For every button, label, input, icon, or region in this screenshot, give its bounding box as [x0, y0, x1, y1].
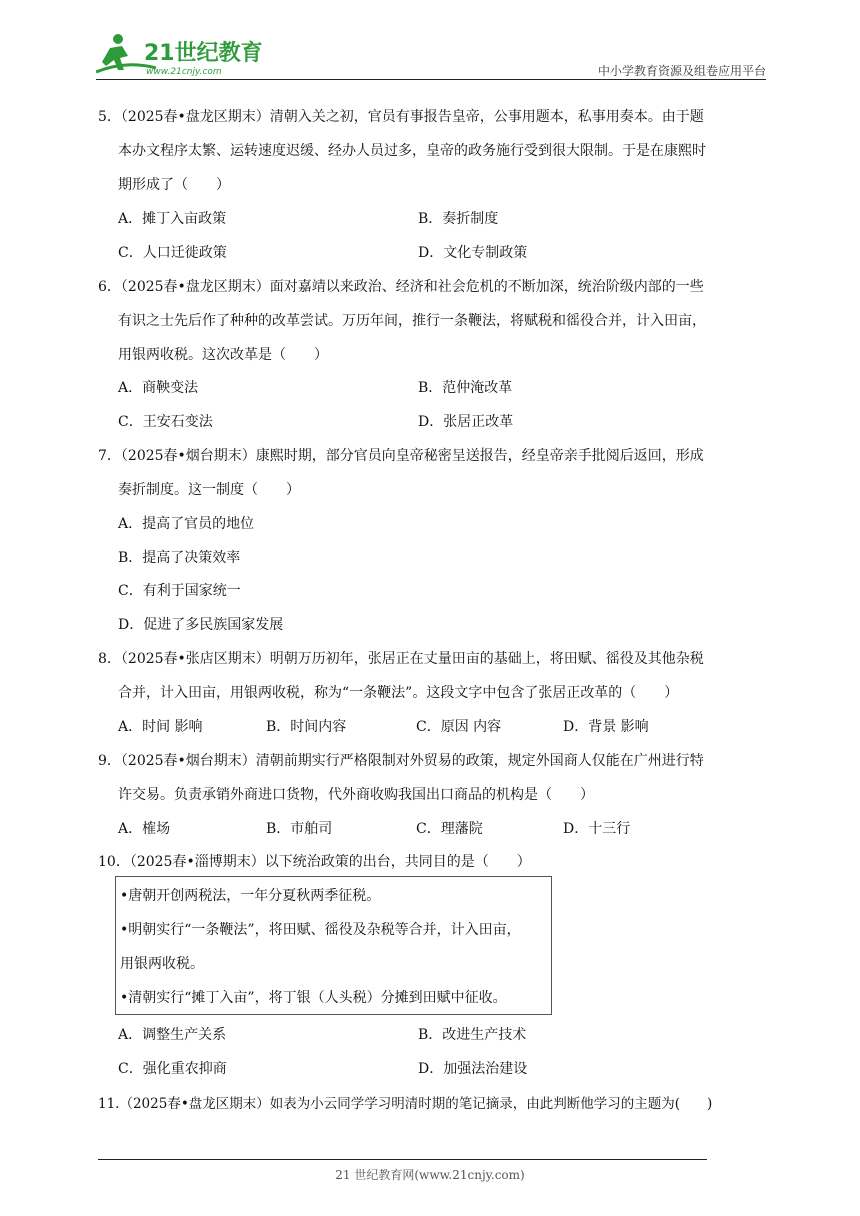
- q7-option-a[interactable]: A．提高了官员的地位: [118, 516, 255, 532]
- q8-line-1: 8．（2025春•张店区期末）明朝万历初年，张居正在丈量田亩的基础上，将田赋、徭役及其他杂税: [98, 651, 704, 667]
- q6-option-b[interactable]: B．范仲淹改革: [418, 380, 513, 396]
- q10-option-c[interactable]: C．强化重农抑商: [118, 1061, 227, 1077]
- q6-option-c[interactable]: C．王安石变法: [118, 414, 213, 430]
- q8-option-b[interactable]: B．时间内容: [266, 719, 347, 735]
- q9-option-c[interactable]: C．理藩院: [416, 821, 483, 837]
- q6-line-3: 用银两收税。这次改革是（ ）: [118, 347, 328, 363]
- q7-option-b[interactable]: B．提高了决策效率: [118, 550, 241, 566]
- svg-text:21世纪教育: 21世纪教育: [144, 41, 263, 66]
- q10-option-a[interactable]: A．调整生产关系: [118, 1027, 227, 1043]
- q9-option-a[interactable]: A．榷场: [118, 821, 171, 837]
- q10-material-box: [115, 876, 552, 1015]
- footer-text: 21 世纪教育网(www.21cnjy.com): [335, 1168, 525, 1182]
- q8-option-c[interactable]: C．原因 内容: [416, 719, 502, 735]
- q10-option-b[interactable]: B．改进生产技术: [418, 1027, 527, 1043]
- platform-label: 中小学教育资源及组卷应用平台: [597, 64, 766, 78]
- q6-line-2: 有识之士先后作了种种的改革尝试。万历年间，推行一条鞭法，将赋税和徭役合并，计入田亩，: [118, 313, 706, 329]
- q5-line-1: 5．（2025春•盘龙区期末）清朝入关之初，官员有事报告皇帝，公事用题本，私事用奏本。由于题: [98, 109, 704, 125]
- q5-line-3: 期形成了（ ）: [118, 177, 230, 193]
- page-header: [96, 30, 766, 80]
- q11-line-1: 11.（2025春•盘龙区期末）如表为小云同学学习明清时期的笔记摘录，由此判断他学习的主题为( ): [98, 1096, 713, 1112]
- q5-option-d[interactable]: D．文化专制政策: [418, 245, 528, 261]
- q10-box-line-2: •明朝实行“一条鞭法”，将田赋、徭役及杂税等合并，计入田亩，: [120, 922, 521, 938]
- q5-option-a[interactable]: A．摊丁入亩政策: [118, 211, 227, 227]
- q9-option-d[interactable]: D．十三行: [563, 821, 631, 837]
- q6-option-d[interactable]: D．张居正改革: [418, 414, 514, 430]
- logo-21cnjy: [96, 30, 266, 78]
- q5-line-2: 本办文程序太繁、运转速度迟缓、经办人员过多，皇帝的政务施行受到很大限制。于是在康熙时: [118, 143, 706, 159]
- q10-box-line-1: •唐朝开创两税法，一年分夏秋两季征税。: [120, 888, 381, 904]
- header-divider: [96, 79, 766, 80]
- q10-box-line-3: 用银两收税。: [120, 956, 204, 972]
- q8-option-a[interactable]: A．时间 影响: [118, 719, 203, 735]
- q9-line-1: 9．（2025春•烟台期末）清朝前期实行严格限制对外贸易的政策，规定外国商人仅能在广州进行特: [98, 753, 704, 769]
- q9-line-2: 许交易。负责承销外商进口货物，代外商收购我国出口商品的机构是（ ）: [118, 787, 594, 803]
- q7-line-1: 7．（2025春•烟台期末）康熙时期，部分官员向皇帝秘密呈送报告，经皇帝亲手批阅后返回，形成: [98, 448, 704, 464]
- footer-divider: [98, 1159, 707, 1160]
- q10-option-d[interactable]: D．加强法治建设: [418, 1061, 528, 1077]
- q5-option-b[interactable]: B．奏折制度: [418, 211, 499, 227]
- svg-text:www.21cnjy.com: www.21cnjy.com: [146, 67, 222, 77]
- q6-option-a[interactable]: A．商鞅变法: [118, 380, 199, 396]
- q7-option-d[interactable]: D．促进了多民族国家发展: [118, 617, 284, 633]
- q6-line-1: 6．（2025春•盘龙区期末）面对嘉靖以来政治、经济和社会危机的不断加深，统治阶级内部的一些: [98, 279, 704, 295]
- q8-line-2: 合并，计入田亩，用银两收税，称为“一条鞭法”。这段文字中包含了张居正改革的（ ）: [118, 685, 679, 701]
- q5-option-c[interactable]: C．人口迁徙政策: [118, 245, 227, 261]
- q10-line-1: 10．（2025春•淄博期末）以下统治政策的出台，共同目的是（ ）: [98, 854, 531, 870]
- q10-box-line-4: •清朝实行“摊丁入亩”，将丁银（人头税）分摊到田赋中征收。: [120, 990, 507, 1006]
- q9-option-b[interactable]: B．市舶司: [266, 821, 333, 837]
- q7-line-2: 奏折制度。这一制度（ ）: [118, 482, 300, 498]
- q7-option-c[interactable]: C．有利于国家统一: [118, 583, 241, 599]
- q8-option-d[interactable]: D．背景 影响: [563, 719, 649, 735]
